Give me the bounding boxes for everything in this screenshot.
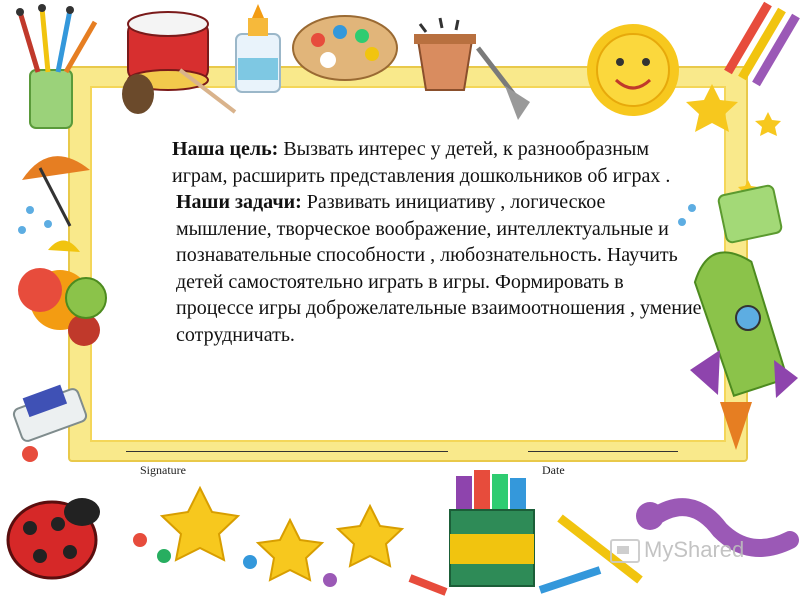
slide-text <box>110 136 702 348</box>
signature-line <box>126 451 448 452</box>
pencils-icon <box>728 4 796 84</box>
fruits-icon <box>18 240 106 346</box>
glue-bottle-icon <box>236 4 280 92</box>
umbrella-icon <box>18 156 90 234</box>
watermark <box>610 537 744 563</box>
tasks-paragraph <box>110 189 702 348</box>
presentation-icon <box>610 539 640 563</box>
paint-tube-icon <box>12 385 88 462</box>
goal-label: Наша цель: <box>172 138 279 160</box>
date-line <box>528 451 678 452</box>
sun-icon <box>587 24 679 116</box>
signature-label: Signature <box>140 463 186 477</box>
tasks-text: Развивать инициативу , логическое мышление, творческое воображение, интеллектуальные и познавательные способности , любознательность. Научить детей самостоятельно играть в игры. Формировать в процессе игры доброжелательные взаимоотношения , умение сотрудничать. <box>176 191 702 346</box>
rocket-icon <box>689 244 798 450</box>
ladybug-icon <box>8 498 100 578</box>
tasks-label: Наши задачи: <box>176 191 302 213</box>
goal-text: Вызвать интерес у детей, к разнообразным играм, расширить представления дошкольников об играх . <box>172 138 671 187</box>
palette-icon <box>293 16 397 80</box>
goal-paragraph <box>110 136 702 189</box>
drum-icon <box>122 12 235 114</box>
date-label: Date <box>542 463 565 477</box>
smiling-stars-icon <box>133 488 402 587</box>
flowerpot-shovel-icon <box>414 18 530 120</box>
paintbrushes-icon <box>16 4 95 128</box>
watermark-text: MyShared <box>644 537 745 562</box>
